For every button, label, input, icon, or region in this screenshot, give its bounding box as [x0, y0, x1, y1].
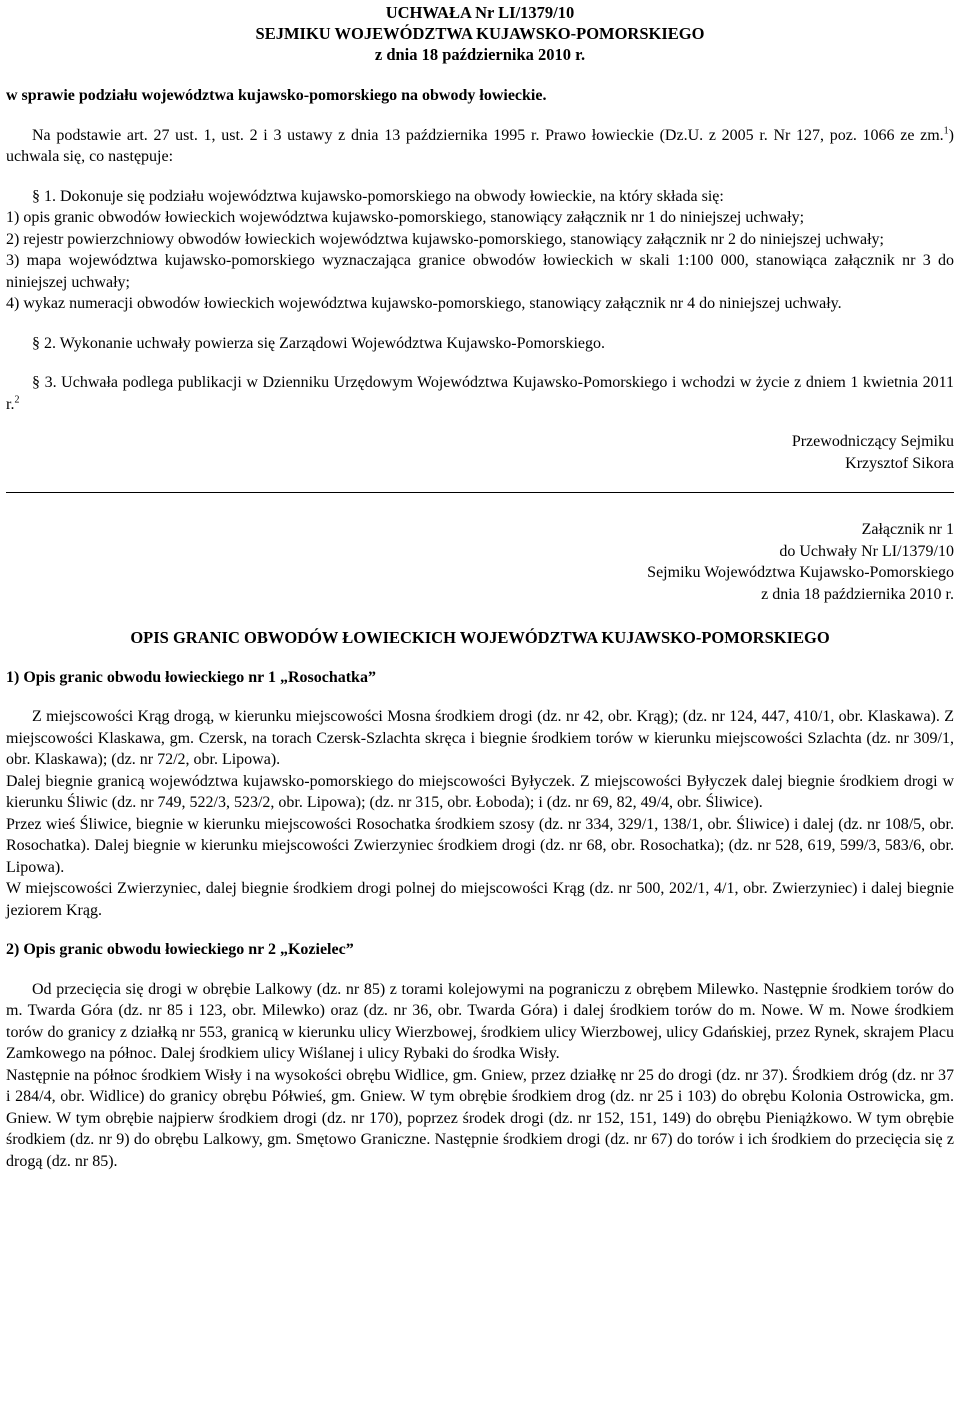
footnote-1-mark: 1 [943, 125, 949, 137]
annex-body: Sejmiku Województwa Kujawsko-Pomorskiego [647, 564, 954, 581]
district-2-paragraph: Od przecięcia się drogi w obrębie Lalkowy (dz. nr 85) z torami kolejowymi na pograniczu z obrębem Milewko. Następnie środkiem torów do m. Twarda Góra (dz. nr 85 i 123, obr. Milewko) oraz (dz. nr 36, obr. Twarda Góra) i dalej środkiem torów do m. Nowe. W m. Nowe środkiem torów do granicy z działką nr 553, granicą w kierunku ulicy Wierzbowej, środkiem ulicy Wierzbowej, ulicy Gdańskiej, przez Rynek, skrajem Placu Zamkowego na północ. Dalej środkiem ulicy Wiślanej i ulicy Rybaki do środka Wisły. [6, 980, 954, 1062]
section-3 [6, 372, 954, 415]
district-1-paragraph: Z miejscowości Krąg drogą, w kierunku miejscowości Mosna środkiem drogi (dz. nr 42, obr. Krąg); (dz. nr 124, 447, 410/1, obr. Klaskawa). Z miejscowości Klaskawa, gm. Czersk, na torach Czersk-Szlachta skręca i biegnie środkiem torów w kierunku miejscowości Szlachta (dz. nr 309/1, obr. Klaskawa); (dz. nr 72/2, obr. Lipowa). [6, 708, 954, 768]
signature-role: Przewodniczący Sejmiku [791, 433, 954, 450]
district-1-paragraph: Przez wieś Śliwice, biegnie w kierunku miejscowości Rosochatka środkiem szosy (dz. nr 334, 329/1, 138/1, obr. Śliwice) i dalej (dz. nr 108/5, obr. Rosochatka). Dalej biegnie w kierunku miejscowości Zwierzyniec środkiem drogi (dz. nr 68, obr. Rosochatka); (dz. nr 528, 619, 599/3, 583/6, obr. Lipowa). [6, 815, 954, 876]
district-2-description [6, 979, 954, 1173]
section-3-text: Uchwała podlega publikacji w Dzienniku Urzędowym Województwa Kujawsko-Pomorskiego i wchodzi w życie z dniem 1 kwietnia 2011 r. [6, 374, 955, 413]
annex-title: OPIS GRANIC OBWODÓW ŁOWIECKICH WOJEWÓDZTWA KUJAWSKO-POMORSKIEGO [130, 628, 830, 647]
resolution-subject: w sprawie podziału województwa kujawsko-pomorskiego na obwody łowieckie. [6, 87, 547, 104]
section-1 [6, 186, 954, 315]
section-1-item: 2) rejestr powierzchniowy obwodów łowieckich województwa kujawsko-pomorskiego, stanowiący załącznik nr 2 do niniejszej uchwały; [6, 230, 884, 248]
district-1-paragraph: W miejscowości Zwierzyniec, dalej biegnie środkiem drogi polnej do miejscowości Krąg (dz. nr 500, 202/1, 4/1, obr. Zwierzyniec) i dalej biegnie jeziorem Krąg. [6, 880, 954, 919]
section-2 [6, 333, 954, 355]
signature-block [6, 431, 954, 474]
annex-header [6, 519, 954, 605]
section-1-item: 4) wykaz numeracji obwodów łowieckich województwa kujawsko-pomorskiego, stanowiący załącznik nr 4 do niniejszej uchwały. [6, 295, 842, 312]
resolution-header [6, 0, 954, 65]
footnote-2-mark: 2 [14, 394, 20, 406]
section-1-number: § 1. [32, 187, 56, 205]
section-1-text: Dokonuje się podziału województwa kujawsko-pomorskiego na obwody łowieckie, na który składa się: [60, 187, 724, 205]
district-1-paragraph: Dalej biegnie granicą województwa kujawsko-pomorskiego do miejscowości Byłyczek. Z miejscowości Byłyczek dalej biegnie środkiem drogi w kierunku Śliwic (dz. nr 749, 522/3, 523/2, obr. Lipowa); (dz. nr 315, obr. Łoboda); i (dz. nr 69, 82, 49/4, obr. Śliwice). [6, 772, 954, 811]
section-1-intro [6, 186, 954, 208]
resolution-date: z dnia 18 października 2010 r. [374, 45, 586, 64]
annex-date: z dnia 18 października 2010 r. [761, 585, 954, 603]
preamble [6, 125, 954, 168]
preamble-text: Na podstawie art. 27 ust. 1, ust. 2 i 3 ustawy z dnia 13 października 1995 r. Prawo łowieckie (Dz.U. z 2005 r. Nr 127, poz. 1066 ze zm. [32, 126, 944, 144]
section-1-item: 3) mapa województwa kujawsko-pomorskiego wyznaczająca granice obwodów łowieckich w skali 1:100 000, stanowiąca załącznik nr 3 do niniejszej uchwały; [6, 252, 954, 291]
section-3-number: § 3. [32, 374, 57, 391]
section-2-text: Wykonanie uchwały powierza się Zarządowi Województwa Kujawsko-Pomorskiego. [59, 334, 606, 352]
issuing-body: SEJMIKU WOJEWÓDZTWA KUJAWSKO-POMORSKIEGO [255, 24, 705, 43]
section-2-number: § 2. [32, 334, 56, 352]
resolution-number: UCHWAŁA Nr LI/1379/10 [385, 3, 575, 22]
district-2-heading: 2) Opis granic obwodu łowieckiego nr 2 „Kozielec” [6, 941, 354, 958]
signature-name: Krzysztof Sikora [845, 454, 954, 472]
preamble-text-end: ) uchwala się, co następuje: [6, 126, 954, 165]
district-2-paragraph: Następnie na północ środkiem Wisły i na wysokości obrębu Widlice, gm. Gniew, przez działkę nr 25 do drogi (dz. nr 37). Środkiem dróg (dz. nr 37 i 284/4, obr. Widlice) do granicy obrębu Półwieś, gm. Gniew. W tym obrębie środkiem drog (dz. nr 25 i 103) do obrębu Kolonia Ostrowicka, gm. Gniew. W tym obrębie najpierw środkiem drogi (dz. nr 170), poprzez środek drogi (dz. nr 152, 151, 149) do obrębu Pieniążkowo. W tym obrębie środkiem (dz. nr 9) do obrębu Lalkowy, gm. Smętowo Graniczne. Następnie środkiem drogi (dz. nr 67) do torów i ich środkiem do przecięcia się z drogą (dz. nr 85). [6, 1066, 954, 1170]
section-1-item: 1) opis granic obwodów łowieckich województwa kujawsko-pomorskiego, stanowiący załącznik nr 1 do niniejszej uchwały; [6, 209, 805, 226]
annex-reference: do Uchwały Nr LI/1379/10 [779, 542, 954, 560]
district-1-heading: 1) Opis granic obwodu łowieckiego nr 1 „Rosochatka” [6, 668, 376, 686]
annex-number: Załącznik nr 1 [861, 521, 954, 538]
district-1-description [6, 706, 954, 921]
